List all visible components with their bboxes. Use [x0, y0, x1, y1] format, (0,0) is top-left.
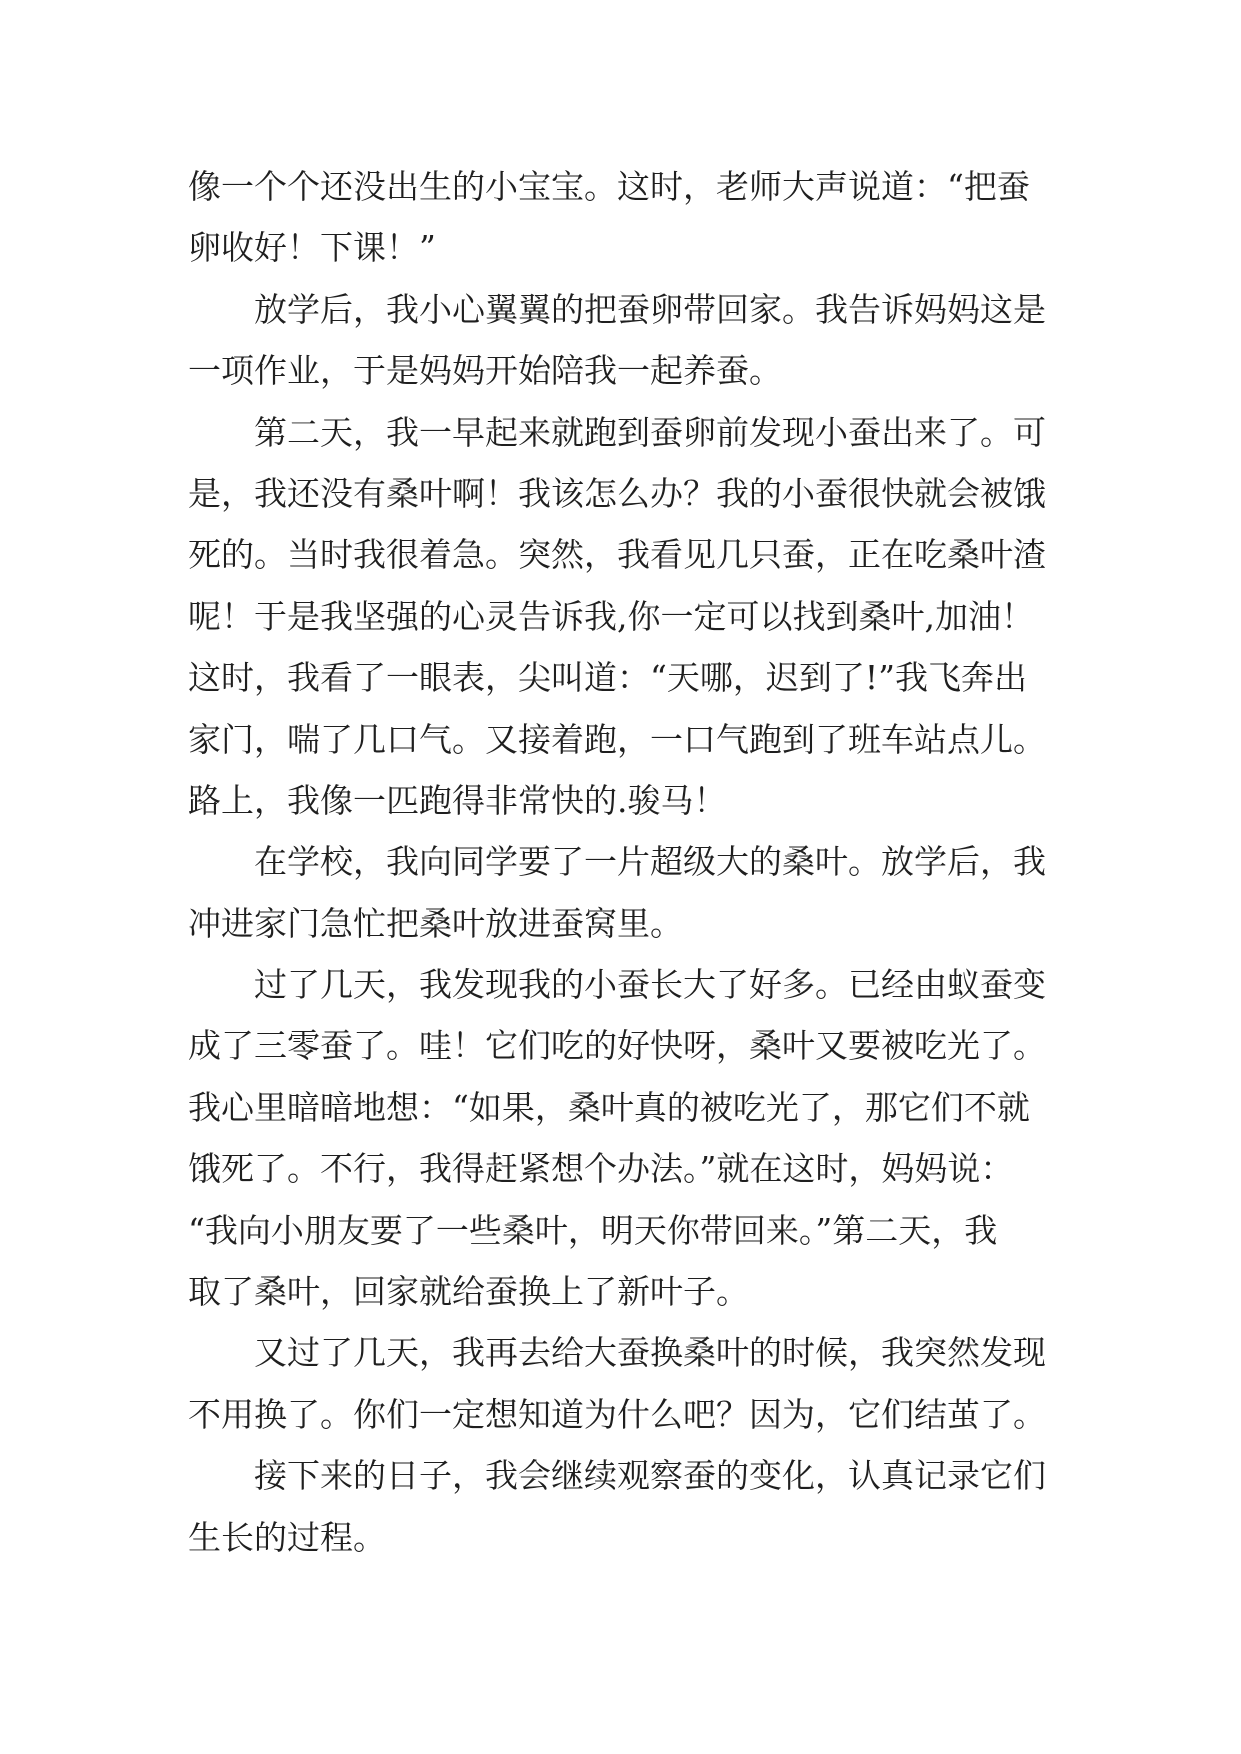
text-line: 过了几天，我发现我的小蚕长大了好多。已经由蚁蚕变	[188, 965, 1046, 1005]
text-line: 路上，我像一匹跑得非常快的.骏马！	[188, 780, 727, 820]
text-line: 死的。当时我很着急。突然，我看见几只蚕，正在吃桑叶渣	[188, 535, 1046, 575]
text-line: 这时，我看了一眼表，尖叫道：“天哪，迟到了!”我飞奔出	[188, 658, 1028, 698]
text-line: 在学校，我向同学要了一片超级大的桑叶。放学后，我	[188, 842, 1046, 882]
text-line: 第二天，我一早起来就跑到蚕卵前发现小蚕出来了。可	[188, 412, 1046, 452]
text-line: 呢！于是我坚强的心灵告诉我,你一定可以找到桑叶,加油！	[188, 596, 1034, 636]
text-line: 不用换了。你们一定想知道为什么吧？因为，它们结茧了。	[188, 1394, 1046, 1434]
text-line: 是，我还没有桑叶啊！我该怎么办？我的小蚕很快就会被饿	[188, 473, 1046, 513]
text-line: “我向小朋友要了一些桑叶，明天你带回来。”第二天，我	[188, 1210, 998, 1250]
text-line: 取了桑叶，回家就给蚕换上了新叶子。	[188, 1272, 749, 1312]
text-line: 放学后，我小心翼翼的把蚕卵带回家。我告诉妈妈这是	[188, 289, 1046, 329]
text-line: 饿死了。不行，我得赶紧想个办法。”就在这时，妈妈说：	[188, 1149, 1014, 1189]
text-line: 卵收好！下课！”	[188, 228, 436, 268]
text-line: 一项作业，于是妈妈开始陪我一起养蚕。	[188, 351, 782, 391]
text-line: 接下来的日子，我会继续观察蚕的变化，认真记录它们	[188, 1456, 1046, 1496]
text-line: 生长的过程。	[188, 1517, 386, 1557]
text-line: 成了三零蚕了。哇！它们吃的好快呀，桑叶又要被吃光了。	[188, 1026, 1046, 1066]
text-line: 又过了几天，我再去给大蚕换桑叶的时候，我突然发现	[188, 1333, 1046, 1373]
text-line: 像一个个还没出生的小宝宝。这时，老师大声说道：“把蚕	[188, 167, 1030, 206]
text-line: 冲进家门急忙把桑叶放进蚕窝里。	[188, 903, 683, 943]
text-line: 家门，喘了几口气。又接着跑，一口气跑到了班车站点儿。	[188, 719, 1046, 759]
text-line: 我心里暗暗地想：“如果，桑叶真的被吃光了，那它们不就	[188, 1087, 1030, 1127]
document-page	[188, 156, 1073, 1568]
